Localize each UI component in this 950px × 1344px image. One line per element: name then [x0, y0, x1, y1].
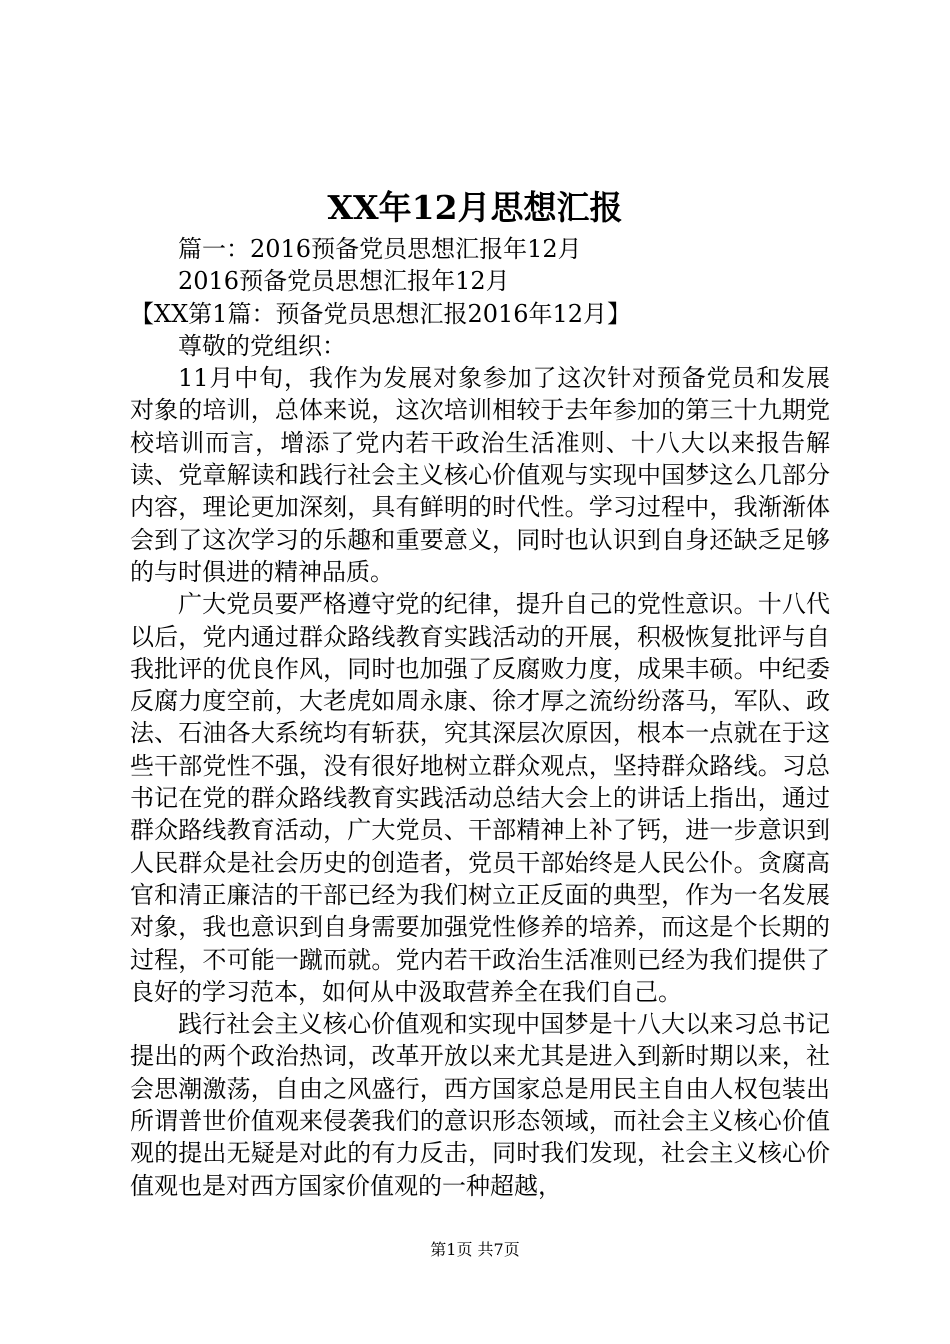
document-body — [130, 233, 830, 1202]
salutation: 尊敬的党组织： — [178, 331, 346, 360]
page-footer: 第1页 共7页 — [430, 1240, 520, 1259]
paragraph-1: 11月中旬，我作为发展对象参加了这次针对预备党员和发展对象的培训，总体来说，这次培训相较于去年参加的第三十九期党校培训而言，增添了党内若干政治生活准则、十八大以来报告解读、党章解读和践行社会主义核心价值观与实现中国梦这么几部分内容，理论更加深刻，具有鲜明的时代性。学习过程中，我渐渐体会到了这次学习的乐趣和重要意义，同时也认识到自身还缺乏足够的与时俱进的精神品质。 — [130, 364, 830, 586]
document-title: XX年12月思想汇报 — [327, 188, 623, 227]
paragraph-2: 广大党员要严格遵守党的纪律，提升自己的党性意识。十八代以后，党内通过群众路线教育实践活动的开展，积极恢复批评与自我批评的优良作风，同时也加强了反腐败力度，成果丰硕。中纪委反腐力度空前，大老虎如周永康、徐才厚之流纷纷落马，军队、政法、石油各大系统均有斩获，究其深层次原因，根本一点就在于这些干部党性不强，没有很好地树立群众观点，坚持群众路线。习总书记在党的群众路线教育实践活动总结大会上的讲话上指出，通过群众路线教育活动，广大党员、干部精神上补了钙，进一步意识到人民群众是社会历史的创造者，党员干部始终是人民公仆。贪腐高官和清正廉洁的干部已经为我们树立正反面的典型，作为一名发展对象，我也意识到自身需要加强党性修养的培养，而这是个长期的过程，不可能一蹴而就。党内若干政治生活准则已经为我们提供了良好的学习范本，如何从中汲取营养全在我们自己。 — [130, 590, 830, 1006]
section-heading: 篇一：2016预备党员思想汇报年12月 — [178, 235, 582, 263]
article-heading: 【XX第1篇：预备党员思想汇报2016年12月】 — [130, 299, 632, 328]
paragraph-3: 践行社会主义核心价值观和实现中国梦是十八大以来习总书记提出的两个政治热词，改革开放以来尤其是进入到新时期以来，社会思潮激荡，自由之风盛行，西方国家总是用民主自由人权包装出所谓普世价值观来侵袭我们的意识形态领域，而社会主义核心价值观的提出无疑是对此的有力反击，同时我们发现，社会主义核心价值观也是对西方国家价值观的一种超越， — [130, 1010, 830, 1200]
subtitle-line: 2016预备党员思想汇报年12月 — [178, 267, 510, 296]
